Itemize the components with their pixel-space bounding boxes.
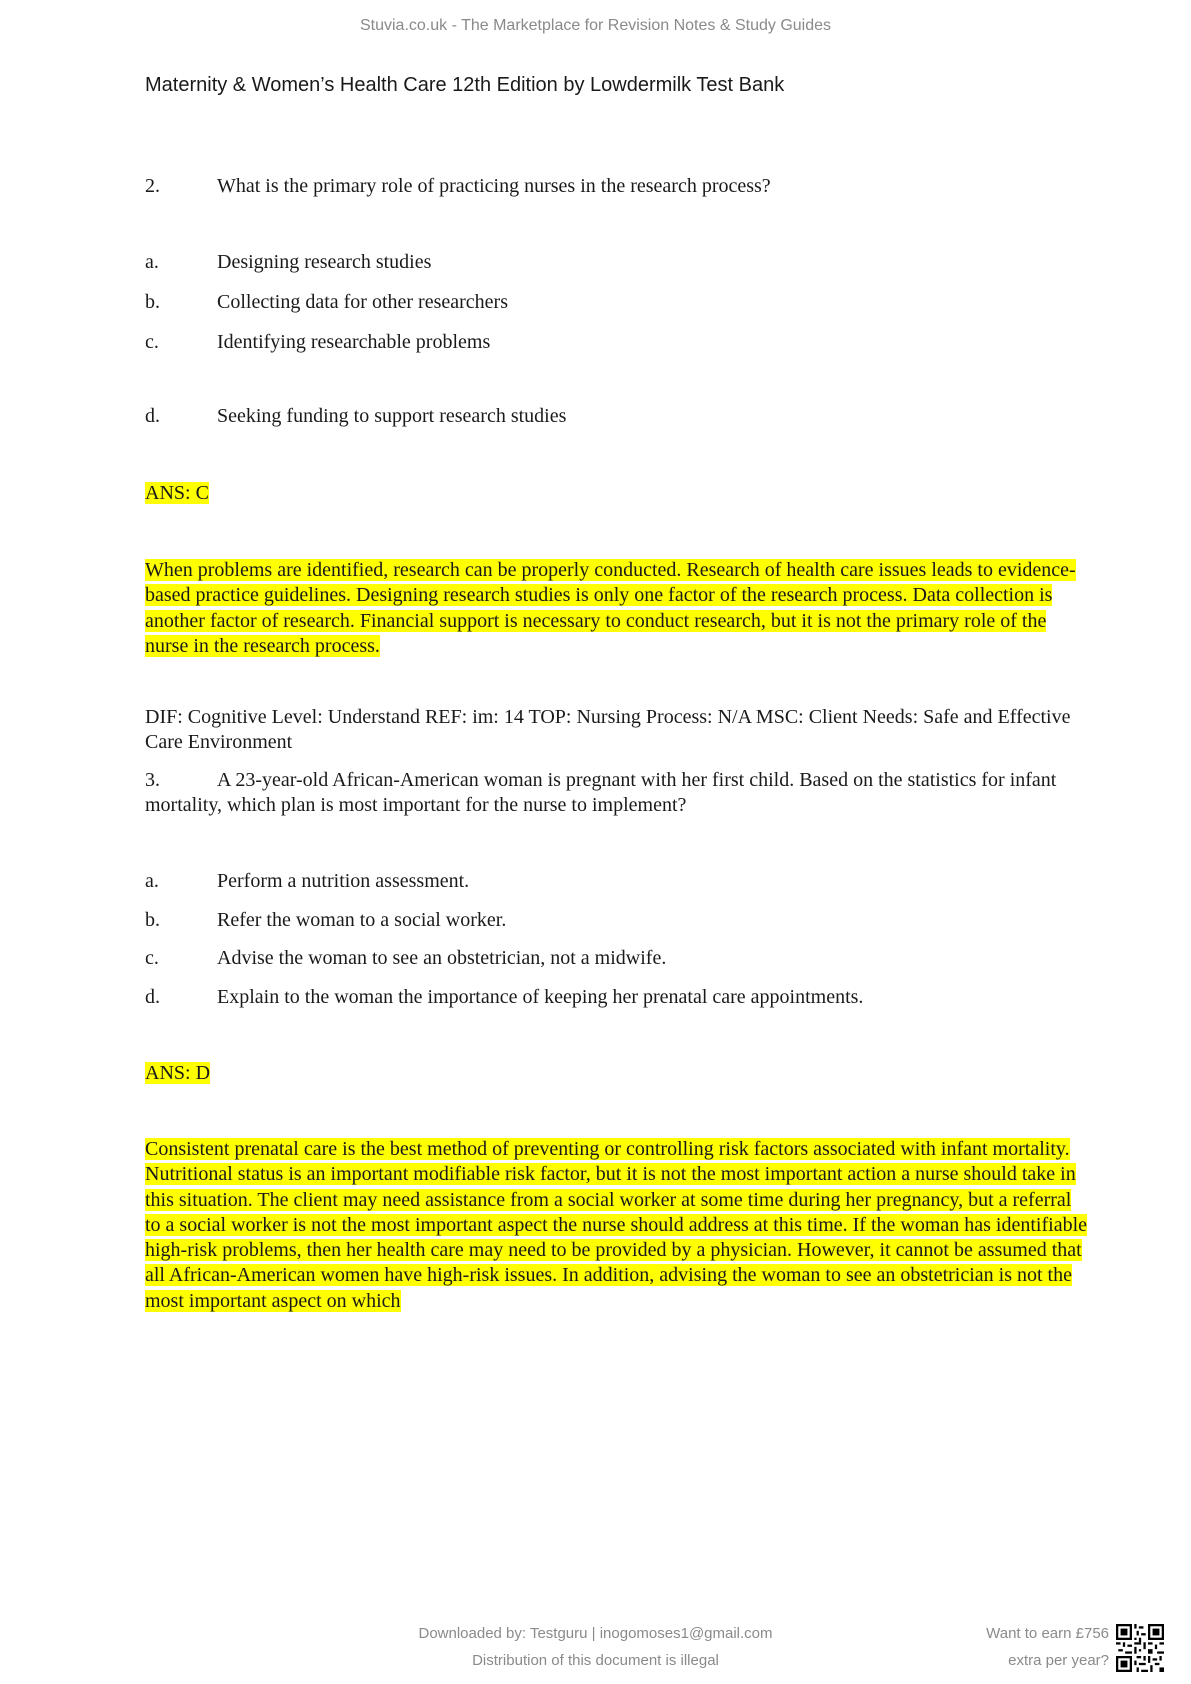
document-title: Maternity & Women’s Health Care 12th Edition by Lowdermilk Test Bank [145,74,785,96]
option-text: Identifying researchable problems [217,331,491,353]
option-text: Perform a nutrition assessment. [217,870,470,892]
distribution-notice: Distribution of this document is illegal [472,1652,719,1669]
answer-highlight: ANS: D [145,1062,211,1084]
question-metadata: DIF: Cognitive Level: Understand REF: im: 14 TOP: Nursing Process: N/A MSC: Client Needs: Safe and Effective Care Environment [145,706,1071,754]
option-letter: b. [145,909,160,931]
option-letter: c. [145,947,159,969]
answer-key [145,481,209,506]
answer-highlight: ANS: C [145,482,209,504]
option-letter: c. [145,331,159,353]
option-letter: a. [145,251,159,273]
rationale-highlight: When problems are identified, research can be properly conducted. Research of health care issues leads to evidence-based practice guidelines. Designing research studies is only one factor of the research process. Data collection is another factor of research. Financial support is necessary to conduct research, but it is not the primary role of the nurse in the research process. [145,559,1076,657]
stuvia-watermark: Stuvia.co.uk - The Marketplace for Revision Notes & Study Guides [359,17,832,34]
option-letter: d. [145,986,160,1008]
option-letter: a. [145,870,159,892]
option-text: Seeking funding to support research studies [217,405,567,427]
option-letter: b. [145,291,160,313]
question-number: 2. [145,175,160,197]
earn-promo-line1[interactable]: Want to earn £756 [986,1625,1109,1642]
earn-promo-line2[interactable]: extra per year? [1008,1652,1109,1669]
download-notice: Downloaded by: Testguru | inogomoses1@gmail.com [418,1625,773,1642]
question-3-stem [145,768,1090,819]
option-text: Designing research studies [217,251,432,273]
question-text: What is the primary role of practicing nurses in the research process? [217,175,771,197]
option-letter: d. [145,405,160,427]
option-text: Collecting data for other researchers [217,291,508,313]
rationale-highlight: Consistent prenatal care is the best method of preventing or controlling risk factors associated with infant mortality. Nutritional status is an important modifiable risk factor, but it is not the most important action a nurse should take in this situation. The client may need assistance from a social worker at some time during her pregnancy, but a referral to a social worker is not the most important aspect the nurse should address at this time. If the woman has identifiable high-risk problems, then her health care may need to be provided by a physician. However, it cannot be assumed that all African-American women have high-risk issues. In addition, advising the woman to see an obstetrician is not the most important aspect on which [145,1138,1088,1312]
answer-key [145,1061,210,1086]
qr-code-icon[interactable] [1116,1624,1164,1672]
option-text: Advise the woman to see an obstetrician, not a midwife. [217,947,667,969]
option-text: Refer the woman to a social worker. [217,909,507,931]
rationale-paragraph [145,558,1090,659]
question-text: A 23-year-old African-American woman is pregnant with her first child. Based on the statistics for infant mortality, which plan is most important for the nurse to implement? [145,769,1057,817]
question-number: 3. [145,769,160,791]
option-text: Explain to the woman the importance of keeping her prenatal care appointments. [217,986,864,1008]
rationale-paragraph [145,1137,1090,1314]
